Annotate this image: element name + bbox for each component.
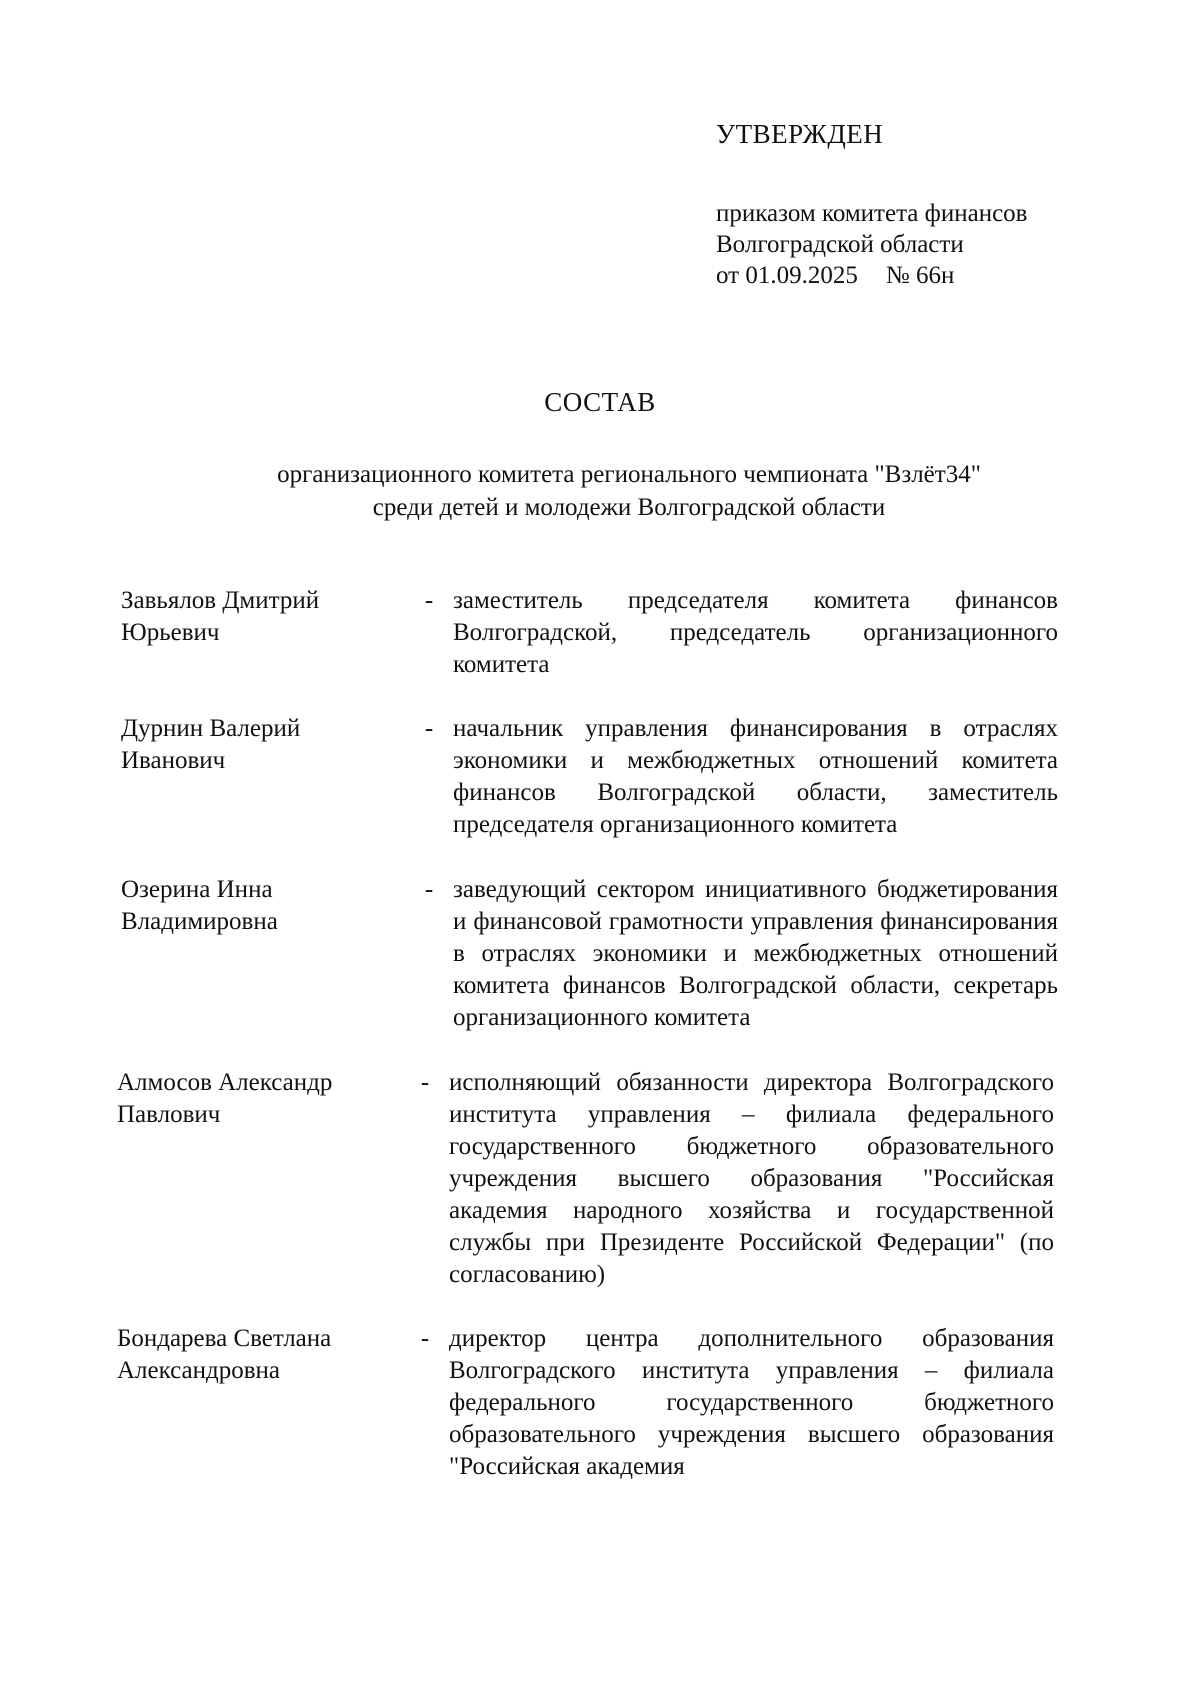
member-dash: -	[424, 715, 434, 742]
approval-date: от 01.09.2025	[716, 262, 858, 289]
members-list	[0, 585, 1200, 1483]
member-entry	[0, 874, 1200, 1034]
approval-line-2: Волгоградской области	[716, 231, 964, 258]
member-role: заместитель председателя комитета финансов Волгоградской, председатель организационного комитета	[453, 587, 1058, 678]
member-name	[0, 713, 401, 777]
member-name-line-2: Юрьевич	[121, 619, 220, 646]
document-subtitle-line-1: организационного комитета регионального чемпионата "Взлёт34"	[277, 461, 981, 488]
member-name	[0, 1323, 397, 1387]
member-dash: -	[420, 1325, 430, 1352]
member-name-line-1: Завьялов Дмитрий	[121, 587, 320, 614]
member-role: директор центра дополнительного образования Волгоградского института управления – филиала федерального государственного бюджетного образовательного учреждения высшего образования "Российская академия	[449, 1325, 1054, 1480]
member-entry	[0, 1323, 1200, 1483]
member-role: заведующий сектором инициативного бюджетирования и финансовой грамотности управления финансирования в отраслях экономики и межбюджетных отношений комитета финансов Волгоградской области, секретарь организационного комитета	[453, 876, 1058, 1031]
member-name-line-1: Алмосов Александр	[117, 1069, 333, 1096]
approval-title: УТВЕРЖДЕН	[716, 119, 884, 149]
document-subtitle-line-2: среди детей и молодежи Волгоградской области	[372, 494, 886, 521]
approval-date-line	[716, 260, 1027, 291]
member-name	[0, 1067, 397, 1131]
member-name-line-2: Иванович	[121, 747, 226, 774]
member-entry	[0, 713, 1200, 841]
member-name	[0, 874, 401, 938]
member-name-line-2: Владимировна	[121, 908, 278, 935]
member-dash: -	[424, 876, 434, 903]
member-entry	[0, 1067, 1200, 1291]
document-subtitle	[0, 458, 1200, 524]
approval-line-1: приказом комитета финансов	[716, 200, 1028, 227]
approval-details	[716, 198, 1027, 291]
member-name-line-2: Александровна	[117, 1357, 281, 1384]
member-dash: -	[420, 1069, 430, 1096]
member-name-line-1: Бондарева Светлана	[117, 1325, 332, 1352]
document-title: СОСТАВ	[544, 387, 656, 417]
member-name-line-1: Озерина Инна	[121, 876, 273, 903]
member-entry	[0, 585, 1200, 681]
member-dash: -	[424, 587, 434, 614]
approval-number: № 66н	[885, 262, 955, 289]
member-name-line-1: Дурнин Валерий	[121, 715, 301, 742]
member-name	[0, 585, 401, 649]
member-name-line-2: Павлович	[117, 1101, 221, 1128]
member-role: исполняющий обязанности директора Волгоградского института управления – филиала федерального государственного бюджетного образовательного учреждения высшего образования "Российская академия народного хозяйства и государственной службы при Президенте Российской Федерации" (по согласованию)	[449, 1069, 1054, 1288]
member-role: начальник управления финансирования в отраслях экономики и межбюджетных отношений комитета финансов Волгоградской области, заместитель председателя организационного комитета	[453, 715, 1058, 838]
